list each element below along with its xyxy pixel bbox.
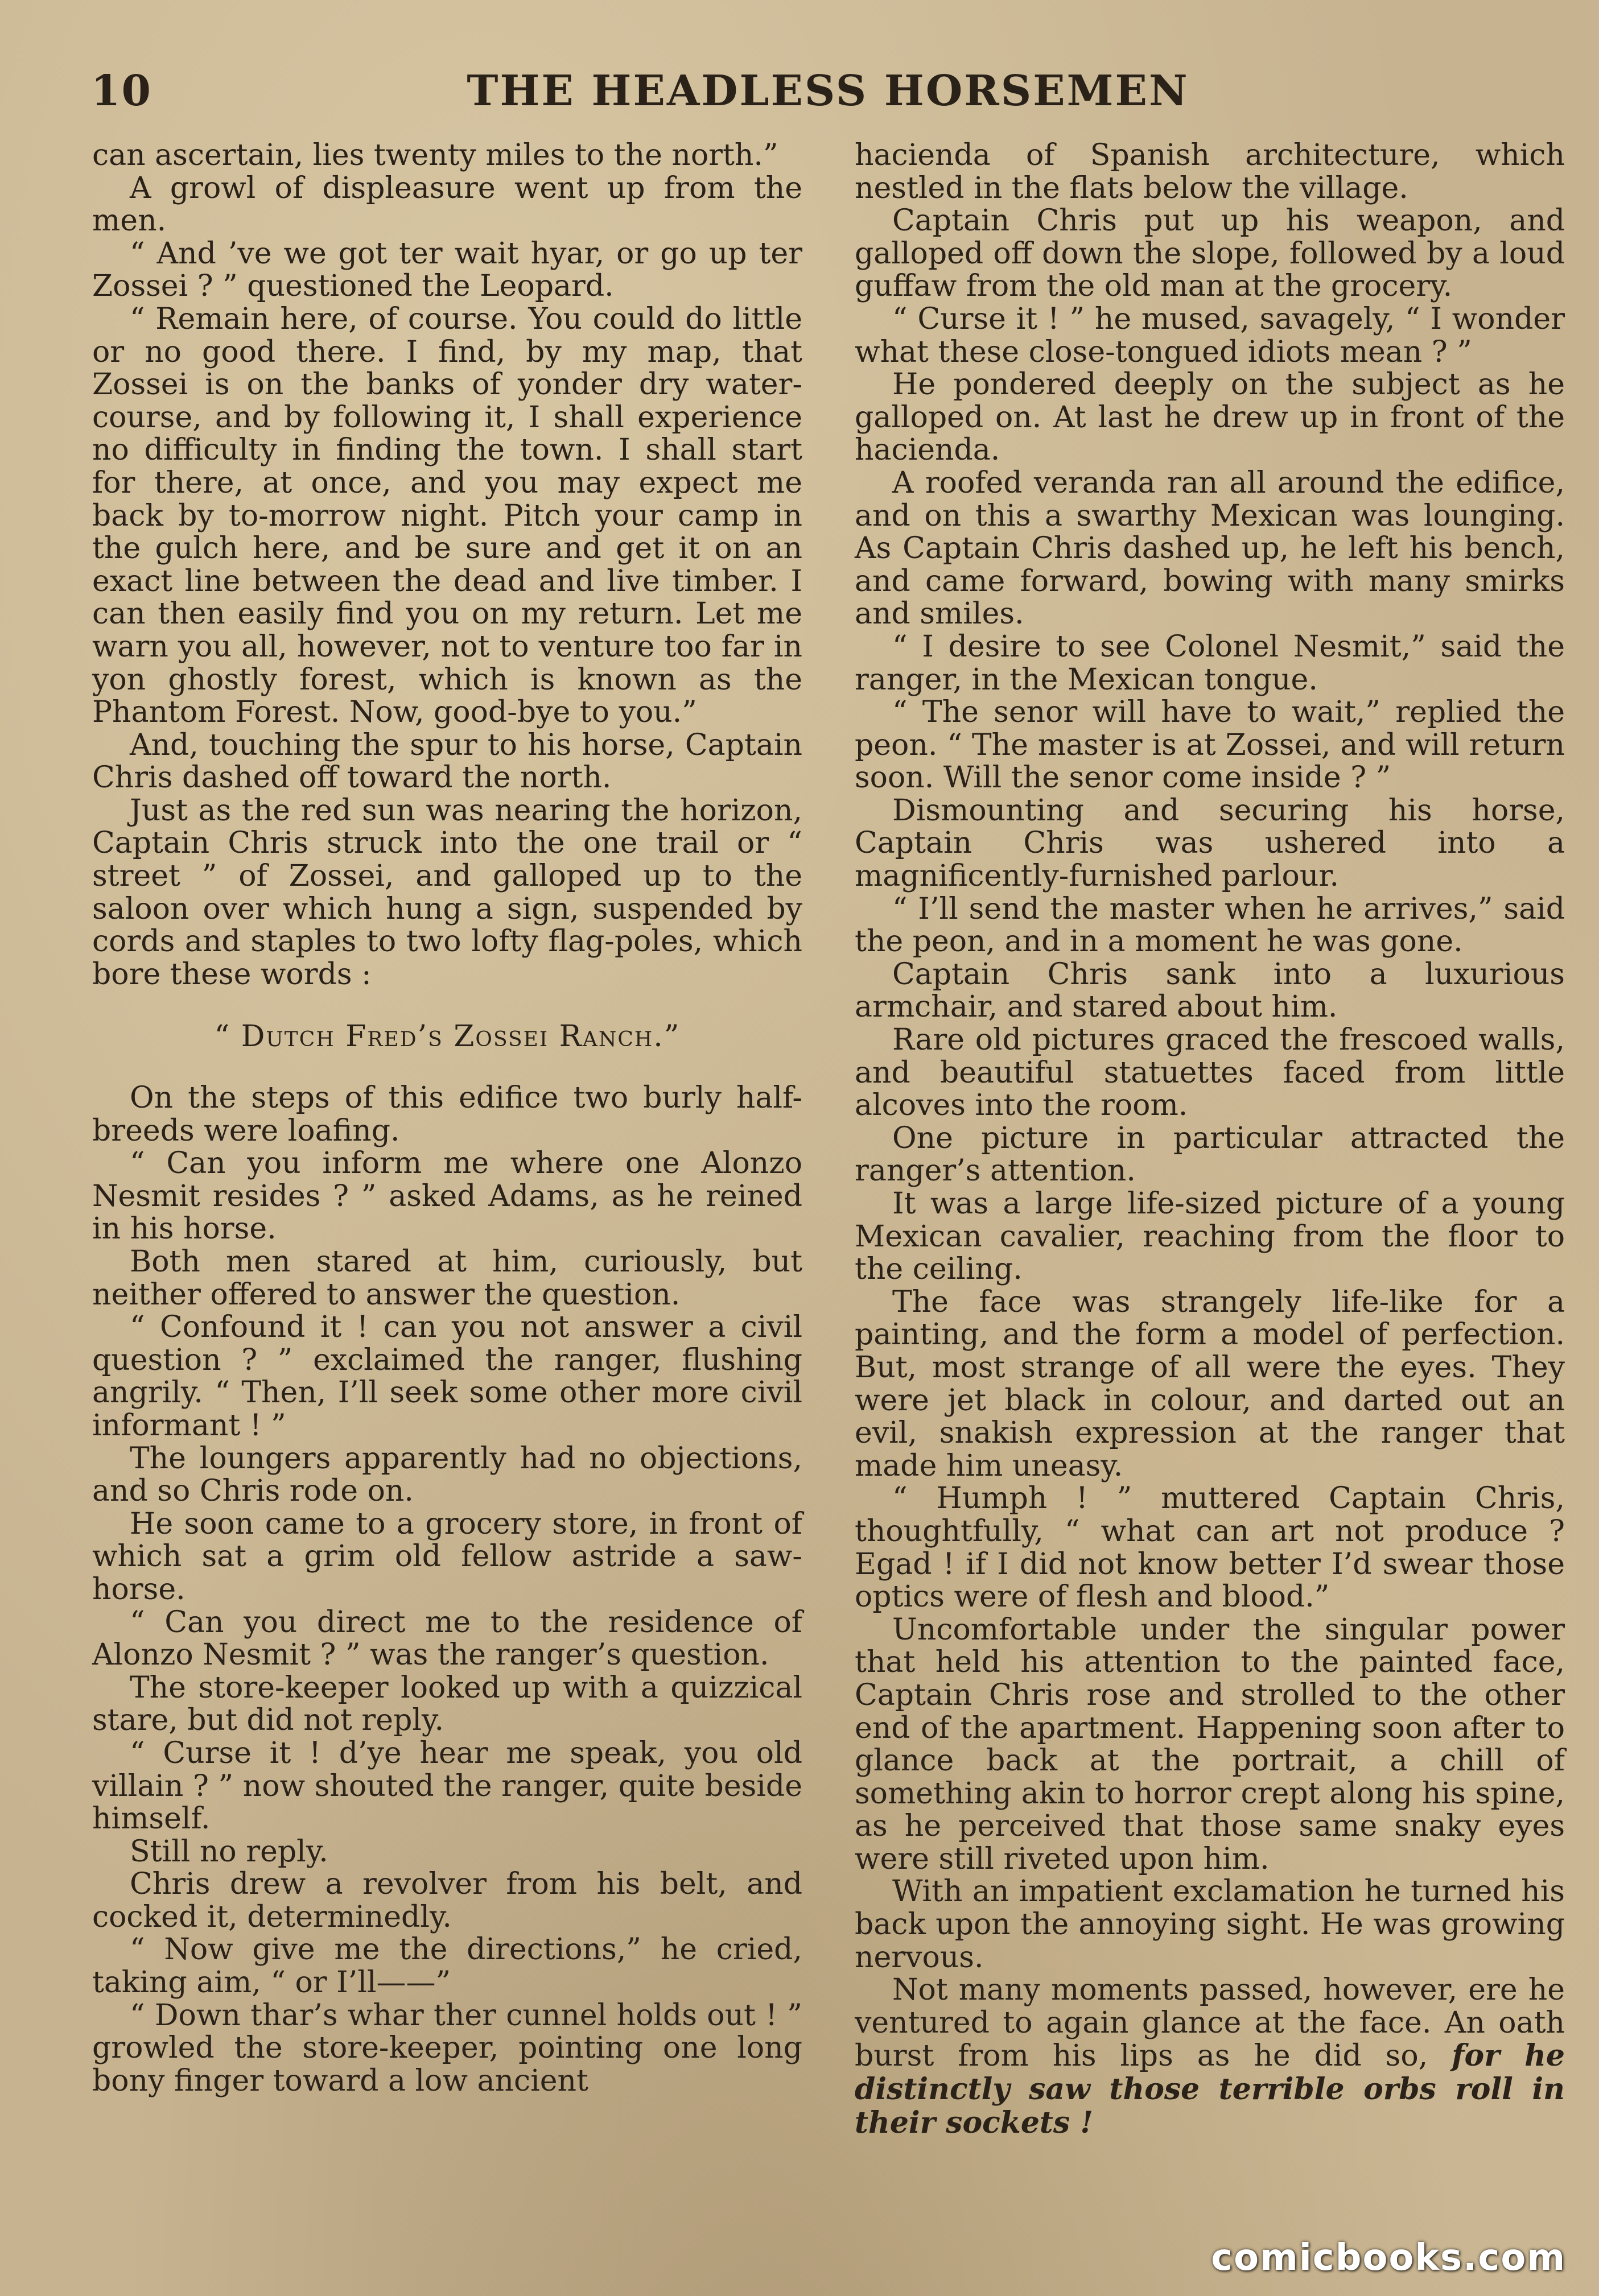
right-column bbox=[855, 139, 1565, 2140]
paragraph: “ Now give me the directions,” he cried, taking aim, “ or I’ll——” bbox=[92, 1932, 802, 2000]
paragraph: “ Curse it ! d’ye hear me speak, you old villain ? ” now shouted the ranger, quite beside himself. bbox=[92, 1736, 802, 1836]
running-title: THE HEADLESS HORSEMEN bbox=[467, 67, 1189, 115]
paragraph: “ Confound it ! can you not answer a civil question ? ” exclaimed the ranger, flushing angrily. “ Then, I’ll seek some other more civil informant ! ” bbox=[92, 1310, 802, 1443]
paragraph: “ Curse it ! ” he mused, savagely, “ I wonder what these close-tongued idiots mean ? ” bbox=[855, 302, 1565, 369]
paragraph: And, touching the spur to his horse, Captain Chris dashed off toward the north. bbox=[92, 728, 802, 795]
paragraph: Chris drew a revolver from his belt, and cocked it, determinedly. bbox=[92, 1867, 802, 1934]
paragraph: A roofed veranda ran all around the edifice, and on this a swarthy Mexican was lounging. As Captain Chris dashed up, he left his bench, and came forward, bowing with many smirks and smiles. bbox=[855, 465, 1565, 631]
page-number: 10 bbox=[91, 67, 152, 115]
paragraph: “ The senor will have to wait,” replied the peon. “ The master is at Zossei, and will return soon. Will the senor come inside ? ” bbox=[855, 695, 1565, 795]
paragraph: “ I’ll send the master when he arrives,” said the peon, and in a moment he was gone. bbox=[855, 891, 1565, 959]
paragraph: One picture in particular attracted the ranger’s attention. bbox=[855, 1121, 1565, 1188]
paragraph bbox=[855, 1974, 1565, 2140]
paragraph: The store-keeper looked up with a quizzical stare, but did not reply. bbox=[92, 1670, 802, 1738]
paragraph: Dismounting and securing his horse, Captain Chris was ushered into a magnificently-furnished parlour. bbox=[855, 793, 1565, 894]
paragraph: “ Humph ! ” muttered Captain Chris, thoughtfully, “ what can art not produce ? Egad ! if I did not know better I’d swear those optics were of flesh and blood.” bbox=[855, 1481, 1565, 1614]
paragraph: hacienda of Spanish architecture, which nestled in the flats below the village. bbox=[855, 138, 1565, 205]
paragraph-text: Not many moments passed, however, ere he ventured to again glance at the face. An oath burst from his lips as he did so, bbox=[855, 1973, 1565, 2074]
italic-emphasis: for he distinctly saw those terrible orbs roll in their sockets ! bbox=[855, 2038, 1565, 2140]
paragraph: can ascertain, lies twenty miles to the north.” bbox=[92, 138, 778, 172]
paragraph: “ Can you direct me to the residence of Alonzo Nesmit ? ” was the ranger’s question. bbox=[92, 1605, 802, 1673]
site-watermark: comicbooks.com bbox=[1211, 2237, 1566, 2279]
paragraph: Uncomfortable under the singular power that held his attention to the painted face, Captain Chris rose and strolled to the other end of the apartment. Happening soon after to glance back at the portrait, a chill of something akin to horror crept along his spine, as he perceived that those same snaky eyes were still riveted upon him. bbox=[855, 1612, 1565, 1876]
paragraph: Captain Chris sank into a luxurious armchair, and stared about him. bbox=[855, 957, 1565, 1025]
paragraph: “ Remain here, of course. You could do little or no good there. I find, by my map, that Zossei is on the banks of yonder dry water-course, and by following it, I shall experience no difficulty in finding the town. I shall start for there, at once, and you may expect me back by to-morrow night. Pitch your camp in the gulch here, and be sure and get it on an exact line between the dead and live timber. I can then easily find you on my return. Let me warn you all, however, not to venture too far in yon ghostly forest, which is known as the Phantom Forest. Now, good-bye to you.” bbox=[92, 302, 802, 730]
paragraph: Captain Chris put up his weapon, and galloped off down the slope, followed by a loud guffaw from the old man at the grocery. bbox=[855, 204, 1565, 304]
paragraph: “ I desire to see Colonel Nesmit,” said the ranger, in the Mexican tongue. bbox=[855, 629, 1565, 697]
paragraph: On the steps of this edifice two burly half-breeds were loafing. bbox=[92, 1081, 802, 1148]
paragraph: “ Down thar’s whar ther cunnel holds out ! ” growled the store-keeper, pointing one long bony finger toward a low ancient bbox=[92, 1998, 802, 2098]
page-header bbox=[91, 60, 1565, 122]
paragraph: A growl of displeasure went up from the men. bbox=[92, 171, 802, 238]
saloon-sign-text: “ Dutch Fred’s Zossei Ranch.” bbox=[214, 1019, 681, 1054]
paragraph: “ And ’ve we got ter wait hyar, or go up ter Zossei ? ” questioned the Leopard. bbox=[92, 236, 802, 304]
paragraph: Still no reply. bbox=[130, 1834, 328, 1869]
paragraph: Just as the red sun was nearing the horizon, Captain Chris struck into the one trail or “ street ” of Zossei, and galloped up to the saloon over which hung a sign, suspended by cords and staples to two lofty flag-poles, which bore these words : bbox=[92, 793, 802, 992]
paragraph: He pondered deeply on the subject as he galloped on. At last he drew up in front of the hacienda. bbox=[855, 367, 1565, 468]
paragraph: With an impatient exclamation he turned his back upon the annoying sight. He was growing nervous. bbox=[855, 1874, 1565, 1975]
paragraph: Both men stared at him, curiously, but neither offered to answer the question. bbox=[92, 1245, 802, 1312]
paragraph: “ Can you inform me where one Alonzo Nesmit resides ? ” asked Adams, as he reined in his horse. bbox=[92, 1146, 802, 1246]
left-column bbox=[92, 139, 802, 2097]
paragraph: Rare old pictures graced the frescoed walls, and beautiful statuettes faced from little alcoves into the room. bbox=[855, 1023, 1565, 1123]
paragraph: It was a large life-sized picture of a young Mexican cavalier, reaching from the floor to the ceiling. bbox=[855, 1187, 1565, 1287]
paragraph: He soon came to a grocery store, in front of which sat a grim old fellow astride a saw-horse. bbox=[92, 1506, 802, 1607]
paragraph: The face was strangely life-like for a painting, and the form a model of perfection. But, most strange of all were the eyes. They were jet black in colour, and darted out an evil, snakish expression at the ranger that made him uneasy. bbox=[855, 1285, 1565, 1483]
paragraph: The loungers apparently had no objections, and so Chris rode on. bbox=[92, 1441, 802, 1509]
